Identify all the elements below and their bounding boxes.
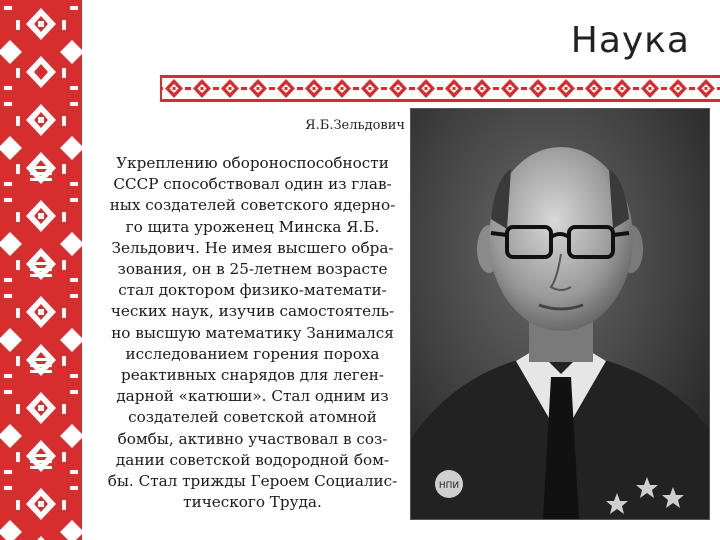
band-ornament: [160, 75, 720, 102]
body-line: Зельдович. Не имея высшего обра-: [111, 238, 394, 257]
body-text: [100, 153, 405, 513]
body-line: Укреплению обороноспособности: [116, 154, 389, 172]
side-ornament: [0, 0, 82, 540]
body-line: создателей советской атомной: [128, 408, 377, 427]
body-line: СССР способствовал один из глав-: [113, 175, 392, 194]
body-line: но высшую математику Занимался: [111, 323, 394, 342]
portrait-illustration: [411, 109, 709, 519]
portrait-photo: [410, 108, 710, 520]
body-line: исследованием горения пороха: [125, 344, 380, 363]
body-line: дарной «катюши». Стал одним из: [116, 387, 389, 406]
slide-title: Наука: [570, 20, 690, 61]
body-line: дании советской водородной бом-: [115, 450, 390, 469]
body-line: ных создателей советского ядерно-: [109, 196, 396, 215]
body-line: тического Труда.: [183, 493, 322, 512]
body-line: стал доктором физико-математи-: [118, 281, 387, 300]
body-line: бомбы, активно участвовал в соз-: [117, 429, 388, 448]
body-line: ческих наук, изучив самостоятель-: [110, 302, 395, 321]
body-line: бы. Стал трижды Героем Социалис-: [107, 472, 398, 491]
body-line: зования, он в 25-летнем возрасте: [117, 260, 388, 279]
photo-caption: Я.Б.Зельдович: [305, 118, 405, 133]
body-line: го щита уроженец Минска Я.Б.: [125, 217, 380, 236]
body-line: реактивных снарядов для леген-: [120, 366, 385, 385]
photo-badge-text: НПИ: [438, 481, 460, 491]
